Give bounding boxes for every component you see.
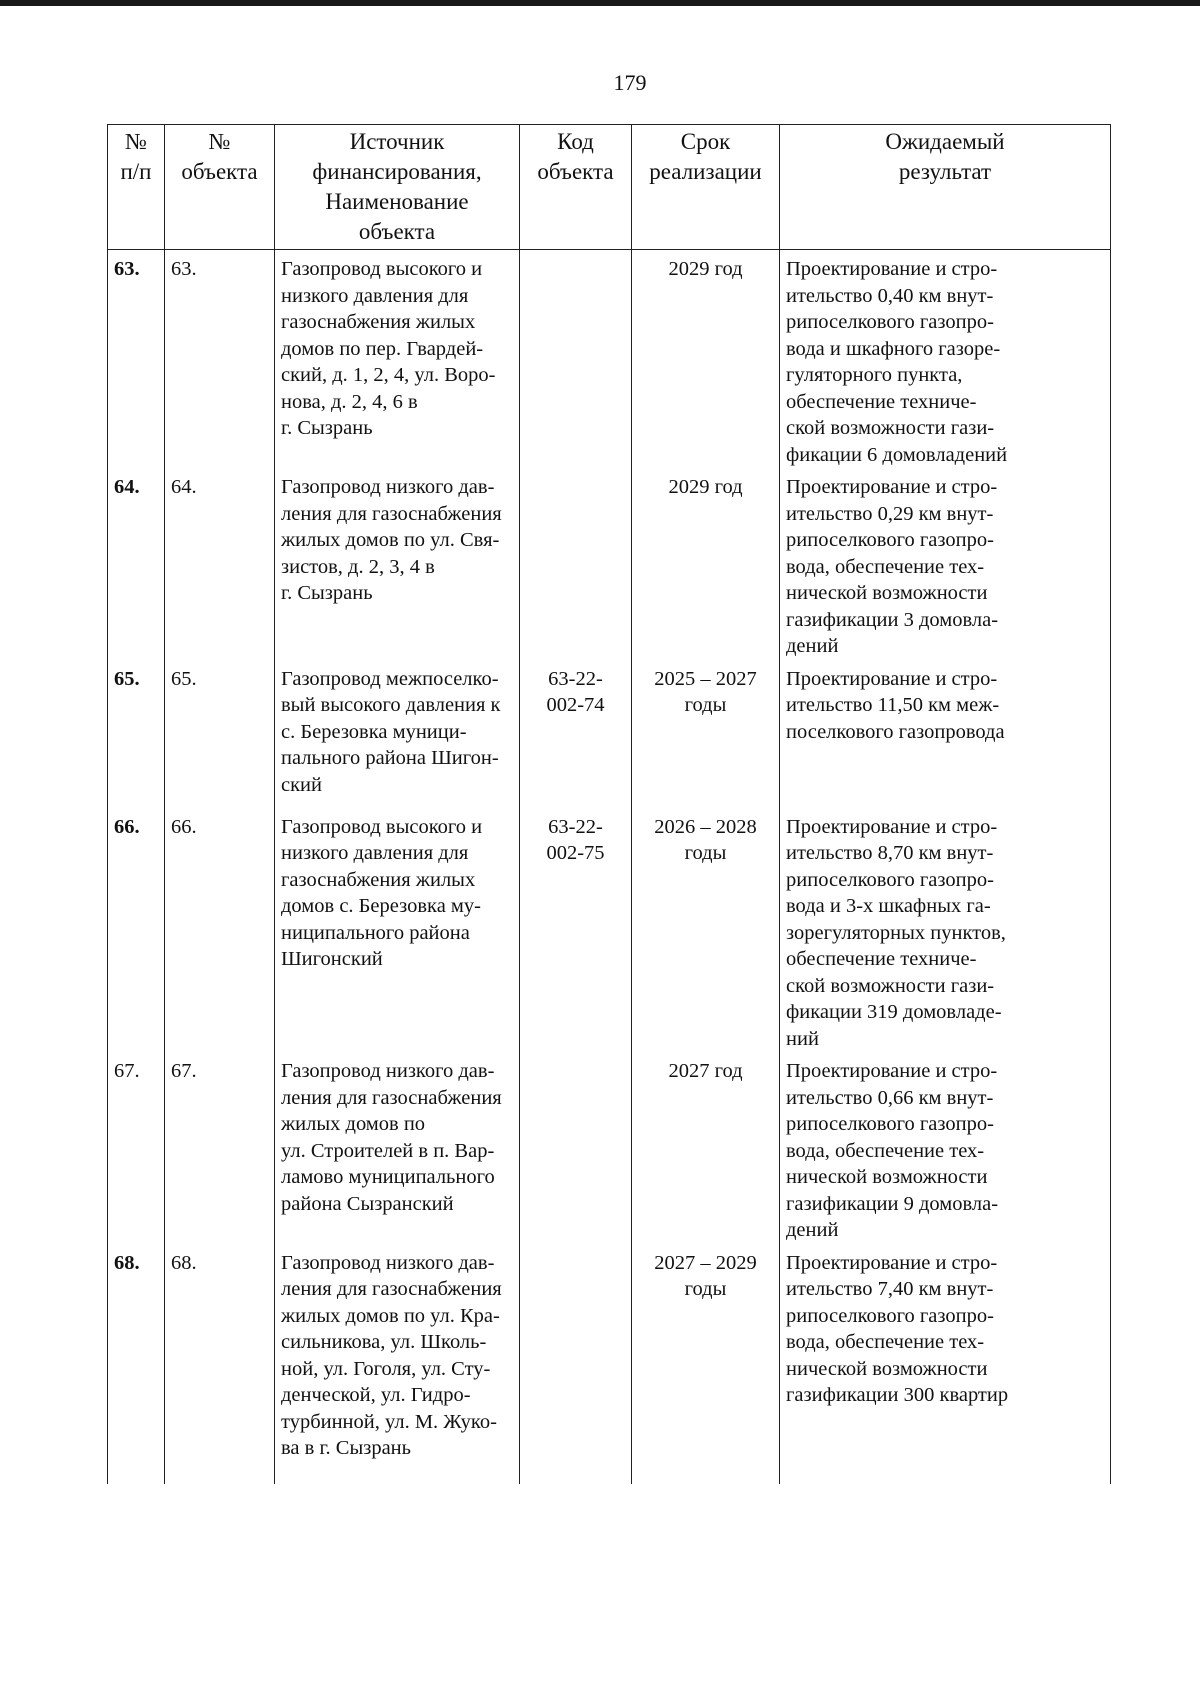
text-line: нической возможности <box>786 582 988 604</box>
row-expected-result-cell <box>780 1052 1111 1244</box>
text-line: ительство 0,66 км внут- <box>786 1086 994 1109</box>
text-line: дений <box>786 1219 839 1241</box>
text-line: № <box>208 129 231 154</box>
row-source-name-cell <box>275 468 520 660</box>
text-line: объекта <box>537 159 614 184</box>
text-line: жилых домов по ул. Свя- <box>281 529 500 551</box>
text-line: Газопровод высокого и <box>281 815 483 838</box>
row-np-cell: 68. <box>108 1244 165 1484</box>
text-line: обеспечение техниче- <box>786 390 977 413</box>
text-line: № <box>125 129 147 154</box>
text-line: реализации <box>649 159 762 184</box>
text-line: Газопровод высокого и <box>281 258 483 280</box>
row-expected-result-cell <box>780 808 1111 1053</box>
text-line: 002-74 <box>546 694 605 716</box>
text-line: финансирования, <box>312 159 482 184</box>
text-line: годы <box>684 694 727 716</box>
text-line: фикации 6 домовладений <box>786 443 1008 466</box>
text-line: 2025 – 2027 <box>654 667 757 690</box>
text-line: домов по пер. Гвардей- <box>281 337 484 360</box>
row-object-number-cell: 66. <box>165 808 275 1053</box>
table-row <box>108 1244 1111 1484</box>
text-line: ский, д. 1, 2, 4, ул. Воро- <box>281 364 496 386</box>
row-object-number-cell: 64. <box>165 468 275 660</box>
table-row <box>108 468 1111 660</box>
text-line: вода, обеспечение тех- <box>786 1331 985 1353</box>
text-line: Проектирование и стро- <box>786 476 998 498</box>
text-line: ский <box>281 773 322 796</box>
row-source-name-cell <box>275 250 520 469</box>
text-line: Код <box>557 129 594 154</box>
text-line: 2029 год <box>668 258 743 280</box>
row-object-code-cell <box>520 808 632 1053</box>
text-line: ительство 0,29 км внут- <box>786 502 994 525</box>
text-line: вода и шкафного газоре- <box>786 337 1001 360</box>
row-term-cell <box>632 808 780 1053</box>
row-object-code-cell <box>520 660 632 808</box>
row-source-name-cell <box>275 1244 520 1484</box>
row-term-cell <box>632 250 780 469</box>
text-line: рипоселкового газопро- <box>786 868 994 891</box>
text-line: турбинной, ул. М. Жуко- <box>281 1410 497 1433</box>
row-term-cell <box>632 1052 780 1244</box>
text-line: сильникова, ул. Школь- <box>281 1331 487 1353</box>
table-row <box>108 1052 1111 1244</box>
row-object-number-cell: 68. <box>165 1244 275 1484</box>
text-line: с. Березовка муници- <box>281 720 467 743</box>
top-border-line <box>0 0 1200 6</box>
text-line: ительство 7,40 км внут- <box>786 1278 994 1300</box>
text-line: фикации 319 домовладе- <box>786 1001 1002 1023</box>
text-line: газоснабжения жилых <box>281 868 476 891</box>
text-line: годы <box>684 842 727 864</box>
row-object-code-cell <box>520 468 632 660</box>
text-line: зистов, д. 2, 3, 4 в <box>281 555 435 578</box>
row-term-cell <box>632 468 780 660</box>
row-object-code-cell <box>520 1244 632 1484</box>
row-expected-result-cell <box>780 1244 1111 1484</box>
row-object-number-cell: 63. <box>165 250 275 469</box>
text-line: ительство 8,70 км внут- <box>786 842 994 864</box>
row-object-code-cell <box>520 1052 632 1244</box>
row-expected-result-cell <box>780 250 1111 469</box>
row-object-number-cell: 65. <box>165 660 275 808</box>
text-line: ской возможности гази- <box>786 974 995 997</box>
text-line: Проектирование и стро- <box>786 667 998 690</box>
row-np-cell: 64. <box>108 468 165 660</box>
text-line: гуляторного пункта, <box>786 364 963 386</box>
row-source-name-cell <box>275 808 520 1053</box>
text-line: г. Сызрань <box>281 417 373 439</box>
text-line: газификации 3 домовла- <box>786 608 999 631</box>
text-line: ул. Строителей в п. Вар- <box>281 1139 495 1162</box>
text-line: жилых домов по <box>281 1113 426 1135</box>
text-line: 2029 год <box>668 476 743 498</box>
text-line: вода и 3-х шкафных га- <box>786 895 991 917</box>
text-line: ительство 0,40 км внут- <box>786 284 994 307</box>
text-line: низкого давления для <box>281 842 469 864</box>
row-term-cell <box>632 1244 780 1484</box>
text-line: Газопровод низкого дав- <box>281 476 495 498</box>
text-line: ления для газоснабжения <box>281 502 502 525</box>
text-line: п/п <box>120 159 152 184</box>
text-line: Проектирование и стро- <box>786 1251 998 1274</box>
header-object-number <box>165 125 275 250</box>
text-line: вый высокого давления к <box>281 694 501 716</box>
text-line: г. Сызрань <box>281 582 373 604</box>
text-line: денческой, ул. Гидро- <box>281 1384 471 1406</box>
text-line: дений <box>786 635 839 657</box>
row-object-code-cell <box>520 250 632 469</box>
text-line: домов с. Березовка му- <box>281 895 481 917</box>
text-line: Газопровод низкого дав- <box>281 1060 495 1082</box>
row-term-cell <box>632 660 780 808</box>
header-source-name <box>275 125 520 250</box>
table-row <box>108 660 1111 808</box>
row-np-cell: 65. <box>108 660 165 808</box>
text-line: ления для газоснабжения <box>281 1278 502 1300</box>
page-number: 179 <box>613 70 647 95</box>
text-line: Срок <box>680 129 731 154</box>
text-line: 2026 – 2028 <box>654 815 757 838</box>
table-row <box>108 808 1111 1053</box>
header-np <box>108 125 165 250</box>
text-line: Газопровод межпоселко- <box>281 667 499 690</box>
text-line: вода, обеспечение тех- <box>786 1139 985 1162</box>
text-line: 63-22- <box>548 815 603 838</box>
header-term <box>632 125 780 250</box>
table-header-row <box>108 125 1111 250</box>
text-line: объекта <box>181 159 258 184</box>
row-np-cell: 67. <box>108 1052 165 1244</box>
text-line: обеспечение техниче- <box>786 948 977 970</box>
text-line: 2027 – 2029 <box>654 1251 757 1274</box>
text-line: жилых домов по ул. Кра- <box>281 1304 500 1327</box>
text-line: ной, ул. Гоголя, ул. Сту- <box>281 1357 491 1380</box>
text-line: рипоселкового газопро- <box>786 1113 994 1135</box>
text-line: Источник <box>349 129 445 154</box>
header-object-code <box>520 125 632 250</box>
text-line: пального района Шигон- <box>281 747 499 769</box>
text-line: вода, обеспечение тех- <box>786 555 985 578</box>
row-expected-result-cell <box>780 468 1111 660</box>
text-line: нической возможности <box>786 1166 988 1188</box>
text-line: газификации 300 квартир <box>786 1384 1009 1406</box>
text-line: Проектирование и стро- <box>786 258 998 280</box>
text-line: рипоселкового газопро- <box>786 529 994 551</box>
text-line: ламово муниципального <box>281 1166 495 1188</box>
row-source-name-cell <box>275 660 520 808</box>
text-line: поселкового газопровода <box>786 720 1005 743</box>
text-line: результат <box>898 159 992 184</box>
row-object-number-cell: 67. <box>165 1052 275 1244</box>
header-expected-result <box>780 125 1111 250</box>
text-line: Наименование <box>325 189 469 214</box>
row-np-cell: 66. <box>108 808 165 1053</box>
text-line: ний <box>786 1027 819 1050</box>
text-line: района Сызранский <box>281 1192 454 1215</box>
text-line: нова, д. 2, 4, 6 в <box>281 390 418 413</box>
text-line: Шигонский <box>281 948 383 970</box>
text-line: годы <box>684 1278 727 1300</box>
text-line: ниципального района <box>281 921 470 944</box>
row-source-name-cell <box>275 1052 520 1244</box>
text-line: 2027 год <box>668 1060 743 1082</box>
text-line: ва в г. Сызрань <box>281 1437 411 1459</box>
text-line: 002-75 <box>546 842 605 864</box>
text-line: Проектирование и стро- <box>786 1060 998 1082</box>
text-line: нической возможности <box>786 1357 988 1380</box>
text-line: объекта <box>358 219 436 244</box>
row-np-cell: 63. <box>108 250 165 469</box>
objects-table <box>107 124 1111 1484</box>
text-line: низкого давления для <box>281 284 469 307</box>
text-line: Ожидаемый <box>885 129 1005 154</box>
text-line: ительство 11,50 км меж- <box>786 694 1000 716</box>
text-line: рипоселкового газопро- <box>786 1304 994 1327</box>
text-line: ления для газоснабжения <box>281 1086 502 1109</box>
text-line: зорегуляторных пунктов, <box>786 921 1006 944</box>
text-line: Проектирование и стро- <box>786 815 998 838</box>
text-line: газификации 9 домовла- <box>786 1192 999 1215</box>
text-line: ской возможности гази- <box>786 417 995 439</box>
text-line: газоснабжения жилых <box>281 311 476 333</box>
table-row <box>108 250 1111 469</box>
text-line: 63-22- <box>548 667 603 690</box>
text-line: рипоселкового газопро- <box>786 311 994 333</box>
row-expected-result-cell <box>780 660 1111 808</box>
text-line: Газопровод низкого дав- <box>281 1251 495 1274</box>
